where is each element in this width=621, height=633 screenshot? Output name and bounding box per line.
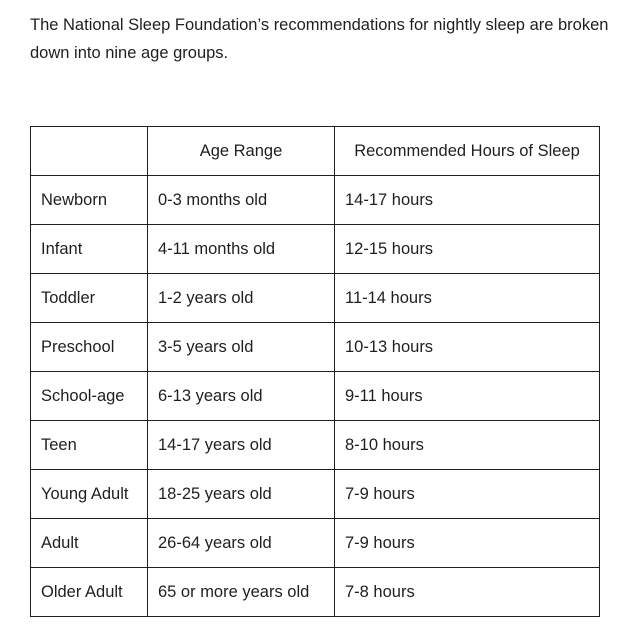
age-range-cell: 6-13 years old [148,372,335,421]
age-group-cell: Toddler [31,274,148,323]
hours-cell: 11-14 hours [335,274,600,323]
table-row [31,176,600,225]
table-row [31,421,600,470]
table-header-row [31,127,600,176]
age-range-cell: 14-17 years old [148,421,335,470]
age-group-cell: Adult [31,519,148,568]
age-range-cell: 65 or more years old [148,568,335,617]
table-row [31,225,600,274]
header-age-range: Age Range [148,127,335,176]
hours-cell: 12-15 hours [335,225,600,274]
age-range-cell: 0-3 months old [148,176,335,225]
table-row [31,470,600,519]
table-row [31,568,600,617]
hours-cell: 10-13 hours [335,323,600,372]
age-group-cell: Older Adult [31,568,148,617]
intro-paragraph: The National Sleep Foundation’s recommendations for nightly sleep are broken down into nine age groups. [30,16,609,62]
age-group-cell: School-age [31,372,148,421]
header-recommended-hours: Recommended Hours of Sleep [335,127,600,176]
age-group-cell: Preschool [31,323,148,372]
hours-cell: 14-17 hours [335,176,600,225]
header-age-group [31,127,148,176]
age-range-cell: 4-11 months old [148,225,335,274]
sleep-recommendations-table [30,126,600,617]
table-row [31,274,600,323]
hours-cell: 9-11 hours [335,372,600,421]
hours-cell: 7-8 hours [335,568,600,617]
table-row [31,372,600,421]
age-group-cell: Young Adult [31,470,148,519]
age-group-cell: Teen [31,421,148,470]
hours-cell: 7-9 hours [335,470,600,519]
age-group-cell: Newborn [31,176,148,225]
age-range-cell: 1-2 years old [148,274,335,323]
table-row [31,519,600,568]
table-row [31,323,600,372]
hours-cell: 8-10 hours [335,421,600,470]
age-range-cell: 3-5 years old [148,323,335,372]
age-group-cell: Infant [31,225,148,274]
age-range-cell: 18-25 years old [148,470,335,519]
hours-cell: 7-9 hours [335,519,600,568]
age-range-cell: 26-64 years old [148,519,335,568]
